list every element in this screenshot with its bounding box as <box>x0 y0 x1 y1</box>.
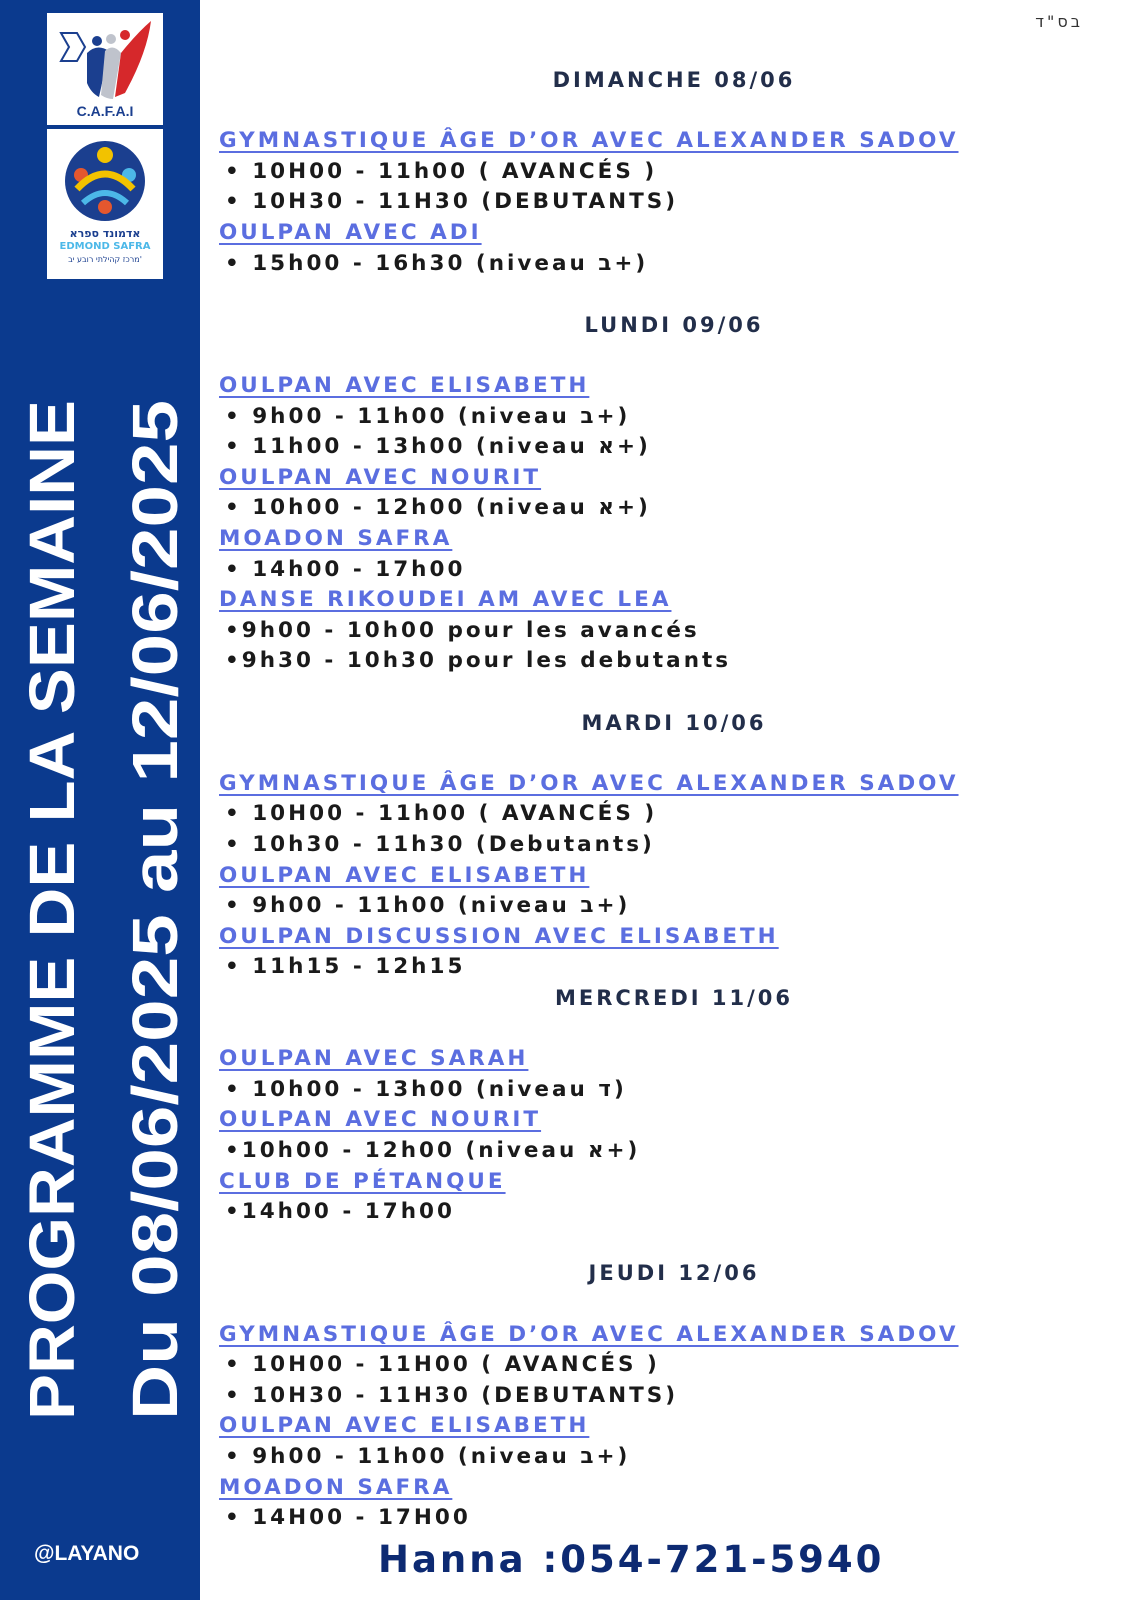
time-slot: •9h00 - 10h00 pour les avancés <box>225 617 700 643</box>
activity-title[interactable]: OULPAN AVEC ADI <box>219 220 482 245</box>
day-heading: DIMANCHE 08/06 <box>552 68 796 92</box>
activity-title[interactable]: GYMNASTIQUE ÂGE D’OR AVEC ALEXANDER SADOV <box>219 128 959 154</box>
time-slot: • 10h00 - 13h00 (niveau ד) <box>225 1076 627 1102</box>
sidebar <box>0 0 200 1600</box>
time-slot: •9h30 - 10h30 pour les debutants <box>225 648 732 674</box>
social-handle: @LAYANO <box>34 1542 140 1565</box>
time-slot: • 11h00 - 13h00 (niveau א+) <box>225 434 651 460</box>
activity-title[interactable]: OULPAN AVEC ELISABETH <box>219 862 590 888</box>
time-slot: • 10h00 - 12h00 (niveau א+) <box>225 495 651 521</box>
safra-logo-hebrew: אדמונד ספרא <box>69 227 141 240</box>
time-slot: • 14H00 - 17H00 <box>225 1505 471 1531</box>
activity-title[interactable]: CLUB DE PÉTANQUE <box>219 1168 506 1194</box>
activity-title[interactable]: MOADON SAFRA <box>219 1474 453 1500</box>
title-line1: PROGRAMME DE LA SEMAINE <box>16 473 88 1420</box>
activity-title[interactable]: GYMNASTIQUE ÂGE D’OR AVEC ALEXANDER SADOV <box>219 1321 959 1347</box>
activity-title[interactable]: OULPAN AVEC NOURIT <box>219 464 542 490</box>
time-slot: • 10H00 - 11h00 ( AVANCÉS ) <box>225 158 658 184</box>
contact-phone: Hanna :054-721-5940 <box>378 1538 885 1581</box>
activity-title[interactable]: OULPAN AVEC SARAH <box>219 1046 529 1072</box>
activity-title[interactable]: OULPAN AVEC ELISABETH <box>219 373 590 398</box>
day-heading: MARDI 10/06 <box>581 710 767 735</box>
safra-logo-sub: מרכז קהילתי רובע יב' <box>68 255 142 264</box>
time-slot: • 10H00 - 11H00 ( AVANCÉS ) <box>225 1352 660 1378</box>
hebrew-header: בס"ד <box>1035 12 1083 31</box>
activity-title[interactable]: OULPAN DISCUSSION AVEC ELISABETH <box>219 923 779 949</box>
time-slot: • 10H30 - 11H30 (DEBUTANTS) <box>225 189 679 215</box>
activity-title[interactable]: DANSE RIKOUDEI AM AVEC LEA <box>219 587 672 613</box>
time-slot: •10h00 - 12h00 (niveau א+) <box>225 1138 641 1163</box>
time-slot: • 10H30 - 11H30 (DEBUTANTS) <box>225 1382 679 1408</box>
time-slot: • 9h00 - 11h00 (niveau ב+) <box>225 893 631 919</box>
activity-title[interactable]: OULPAN AVEC NOURIT <box>219 1107 542 1133</box>
time-slot: • 15h00 - 16h30 (niveau ב+) <box>225 250 649 276</box>
cafai-logo-text: C.A.F.A.I <box>76 103 134 119</box>
time-slot: • 9h00 - 11h00 (niveau ב+) <box>225 403 631 429</box>
activity-title[interactable]: OULPAN AVEC ELISABETH <box>219 1413 590 1439</box>
activity-title[interactable]: GYMNASTIQUE ÂGE D’OR AVEC ALEXANDER SADOV <box>219 770 959 796</box>
day-heading: MERCREDI 11/06 <box>554 986 793 1010</box>
activity-title[interactable]: MOADON SAFRA <box>219 526 453 551</box>
safra-logo-latin: EDMOND SAFRA <box>59 241 151 252</box>
vertical-title <box>0 0 200 1600</box>
time-slot: • 14h00 - 17h00 <box>225 556 466 582</box>
time-slot: • 10H00 - 11h00 ( AVANCÉS ) <box>225 801 658 827</box>
time-slot: •14h00 - 17h00 <box>225 1199 455 1225</box>
time-slot: • 10h30 - 11h30 (Debutants) <box>225 832 655 857</box>
time-slot: • 11h15 - 12h15 <box>225 954 466 980</box>
day-heading: JEUDI 12/06 <box>588 1261 760 1286</box>
time-slot: • 9h00 - 11h00 (niveau ב+) <box>225 1444 631 1469</box>
title-line2: Du 08/06/2025 au 12/06/2025 <box>119 566 191 1420</box>
day-heading: LUNDI 09/06 <box>584 312 764 337</box>
